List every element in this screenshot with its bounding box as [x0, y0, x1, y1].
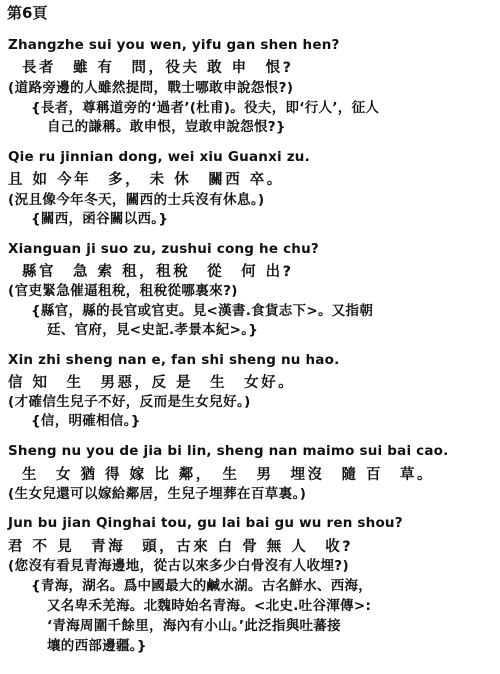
pinyin-line: Xin zhi sheng nan e, fan shi sheng nu hao. — [8, 352, 340, 368]
pinyin-line: Xianguan ji suo zu, zushui cong he chu? — [8, 241, 319, 257]
chinese-verse-line: 生 女 猶 得 嫁 比 鄰， 生 男 埋沒 隨 百 草。 — [22, 467, 435, 483]
annotation-line: 又名卑禾羌海。北魏時始名青海。<北史.吐谷渾傳>: — [47, 598, 372, 614]
annotation-line: {縣官，縣的長官或官吏。見<漢書.食貨志下>。又指朝 — [31, 303, 374, 319]
annotation-line: {長者，尊稱道旁的‘過者’(杜甫)。役夫，即‘行人’，征人 — [31, 100, 380, 116]
translation-line: (況且像今年冬天，關西的士兵沒有休息。) — [8, 192, 265, 208]
annotation-line: {關西，函谷關以西。} — [31, 211, 169, 227]
translation-line: (生女兒還可以嫁給鄰居，生兒子埋葬在百草裏。) — [8, 486, 307, 502]
annotation-line: ‘青海周圍千餘里，海內有小山。’此泛指與吐蕃接 — [47, 618, 341, 634]
annotation-line: 壤的西部邊疆。} — [47, 638, 147, 654]
translation-line: (道路旁邊的人雖然提問，戰士哪敢申說怨恨?) — [8, 80, 294, 96]
pinyin-line: Qie ru jinnian dong, wei xiu Guanxi zu. — [8, 149, 310, 165]
chinese-verse-line: 縣官 急 索 租，租稅 從 何 出? — [22, 264, 294, 280]
chinese-verse-line: 信 知 生 男惡，反 是 生 女好。 — [8, 375, 296, 391]
chinese-verse-line: 且 如 今年 多， 未 休 關西 卒。 — [8, 172, 284, 188]
chinese-verse-line: 長者 雖 有 問，役夫 敢 申 恨? — [22, 60, 294, 76]
annotation-line: {信，明確相信。} — [31, 413, 141, 429]
page-number-label: 第6頁 — [7, 4, 48, 22]
pinyin-line: Sheng nu you de jia bi lin, sheng nan maimo sui bai cao. — [8, 443, 449, 459]
translation-line: (您沒有看見青海邊地，從古以來多少白骨沒有人收埋?) — [8, 558, 350, 574]
translation-line: (才確信生兒子不好，反而是生女兒好。) — [8, 394, 251, 410]
annotation-line: {青海，湖名。爲中國最大的鹹水湖。古名鮮水、西海， — [31, 578, 373, 594]
pinyin-line: Zhangzhe sui you wen, yifu gan shen hen? — [8, 37, 340, 53]
translation-line: (官吏緊急催逼租稅，租稅從哪裏來?) — [8, 283, 238, 299]
annotation-line: 廷、官府，見<史記.孝景本紀>。} — [47, 322, 259, 338]
chinese-verse-line: 君 不 見 青海 頭，古來 白 骨 無 人 收? — [8, 539, 354, 555]
annotation-line: 自己的謙稱。敢申恨，豈敢申說怨恨?} — [47, 119, 286, 135]
pinyin-line: Jun bu jian Qinghai tou, gu lai bai gu wu ren shou? — [8, 515, 403, 531]
